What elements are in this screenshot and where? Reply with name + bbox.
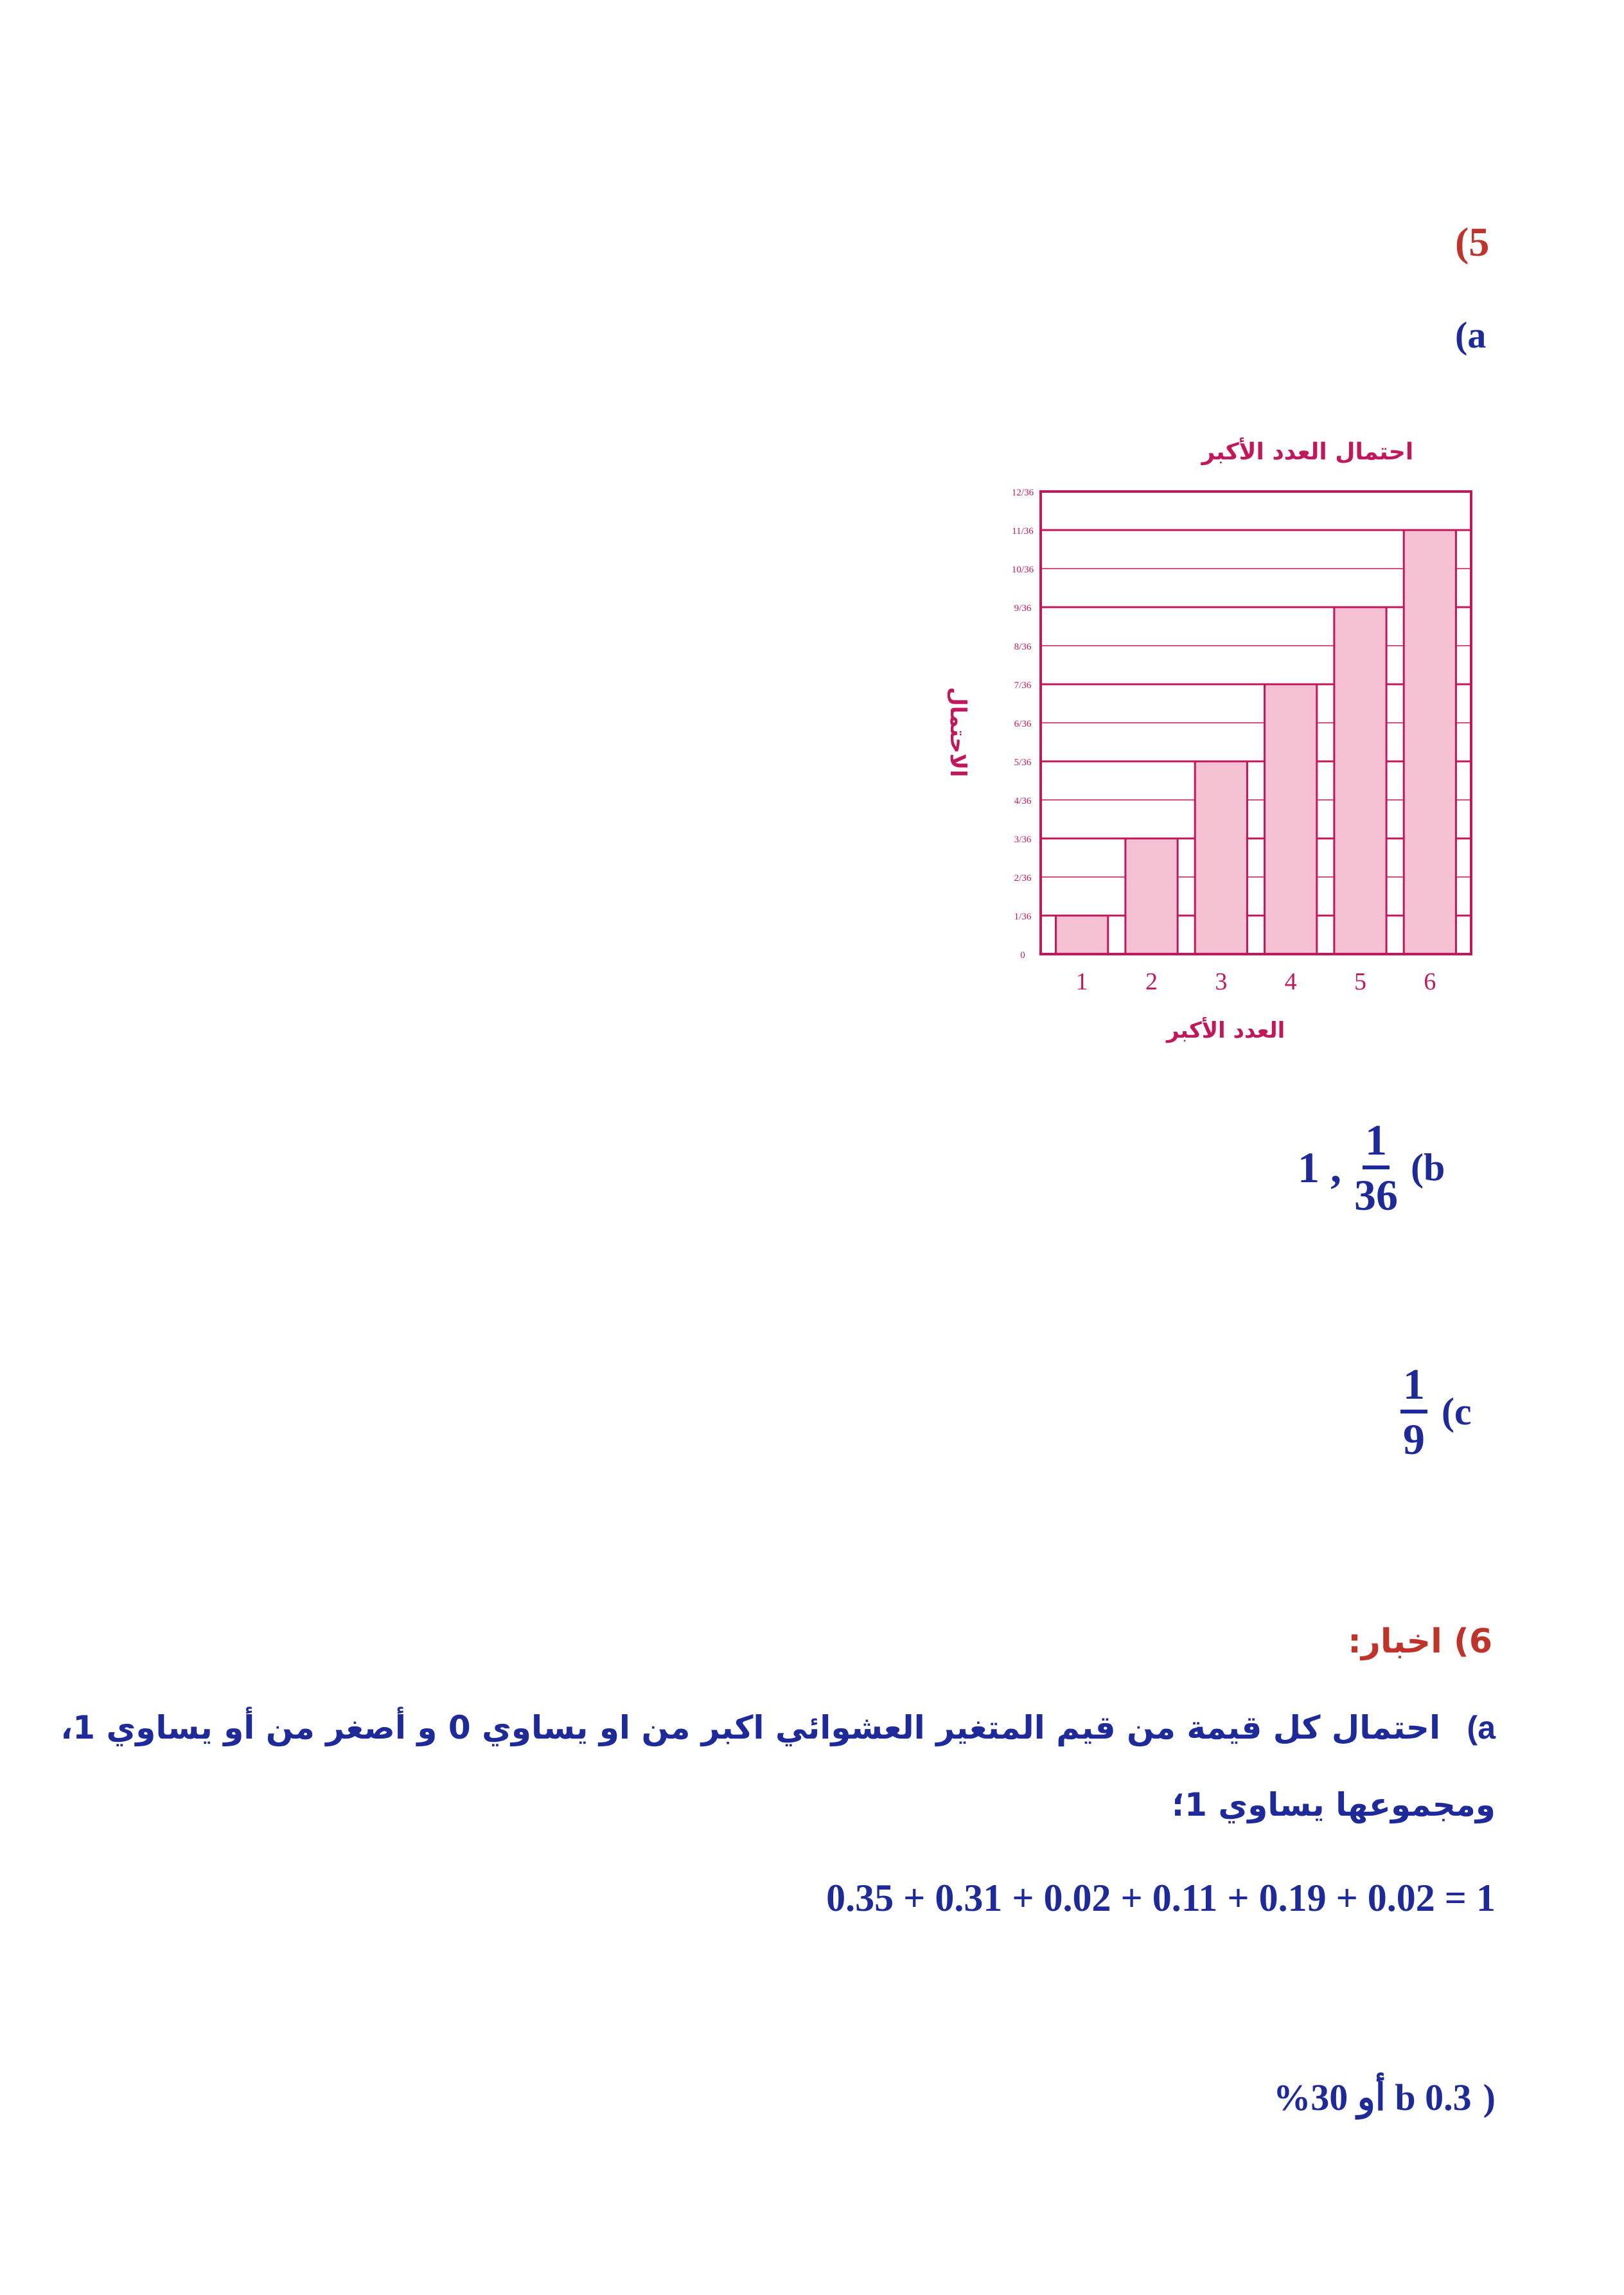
chart-bar-5 [1334, 607, 1386, 954]
chart-y-tick-label: 3/36 [1014, 835, 1032, 845]
chart-y-tick-label: 0 [1020, 950, 1025, 961]
question-6a-text-line1: احتمال كل قيمة من قيم المتغير العشوائي اكبر من او يساوي 0 و أصغر من أو يساوي 1، [60, 1709, 1441, 1746]
chart-bar-4 [1265, 684, 1317, 954]
chart-bar-3 [1195, 761, 1247, 954]
chart-x-axis-label: العدد الأكبر [1166, 1018, 1285, 1043]
question-5c-label: (c [1442, 1390, 1472, 1433]
question-6a-line2: ومجموعها يساوي 1؛ [1172, 1786, 1496, 1823]
question-6b-label: (b [1395, 2077, 1496, 2118]
question-6b-answer [1273, 2075, 1496, 2119]
question-5c-numerator: 1 [1400, 1362, 1427, 1413]
chart-title: احتمال العدد الأكبر [1201, 439, 1414, 465]
chart-svg [861, 411, 1490, 1054]
chart-y-tick-label: 5/36 [1014, 758, 1032, 768]
question-6a-label: a) [1467, 1710, 1496, 1746]
chart-y-tick-label: 12/36 [1011, 488, 1034, 498]
chart-y-axis-label: الاحتمال [945, 687, 971, 777]
chart-x-tick-label: 2 [1145, 968, 1158, 995]
chart-x-tick-label: 4 [1284, 968, 1297, 995]
question-5b-answer [1298, 1115, 1445, 1219]
chart-y-tick-label: 7/36 [1014, 680, 1032, 691]
question-5c-denominator: 9 [1403, 1415, 1425, 1464]
question-5b-label: (b [1411, 1146, 1445, 1189]
question-5a-label: (a [1455, 314, 1487, 356]
question-5c-fraction [1400, 1360, 1427, 1464]
chart-y-tick-label: 2/36 [1014, 873, 1032, 883]
chart-y-tick-label: 8/36 [1014, 642, 1032, 652]
chart-y-tick-label: 4/36 [1014, 796, 1032, 806]
chart-x-tick-label: 1 [1075, 968, 1088, 995]
chart-x-tick-label: 3 [1215, 968, 1228, 995]
question-5b-numerator: 1 [1363, 1118, 1390, 1169]
chart-bar-6 [1404, 530, 1456, 954]
question-5b-fraction [1354, 1115, 1398, 1219]
chart-bar-1 [1056, 916, 1108, 954]
chart-y-tick-label: 1/36 [1014, 912, 1032, 922]
question-6-heading: 6) اخبار: [1348, 1622, 1492, 1661]
chart-bar-2 [1125, 838, 1178, 954]
chart-y-tick-label: 10/36 [1011, 565, 1034, 575]
chart-x-tick-label: 6 [1424, 968, 1436, 995]
question-6a-line1 [60, 1709, 1496, 1746]
chart-y-tick-label: 11/36 [1012, 526, 1034, 536]
chart-x-tick-label: 5 [1354, 968, 1366, 995]
question-5b-denominator: 36 [1354, 1171, 1398, 1219]
chart-y-tick-label: 9/36 [1014, 603, 1032, 614]
question-6b-text: 0.3 أو 30% [1273, 2077, 1472, 2118]
question-5-number: (5 [1455, 219, 1490, 265]
question-5c-answer [1400, 1360, 1472, 1464]
question-5b-whole: 1 , [1298, 1142, 1341, 1192]
question-6a-equation: 0.35 + 0.31 + 0.02 + 0.11 + 0.19 + 0.02 = 1 [826, 1877, 1496, 1919]
largest-number-probability-chart [861, 411, 1490, 1054]
chart-y-tick-label: 6/36 [1014, 719, 1032, 729]
